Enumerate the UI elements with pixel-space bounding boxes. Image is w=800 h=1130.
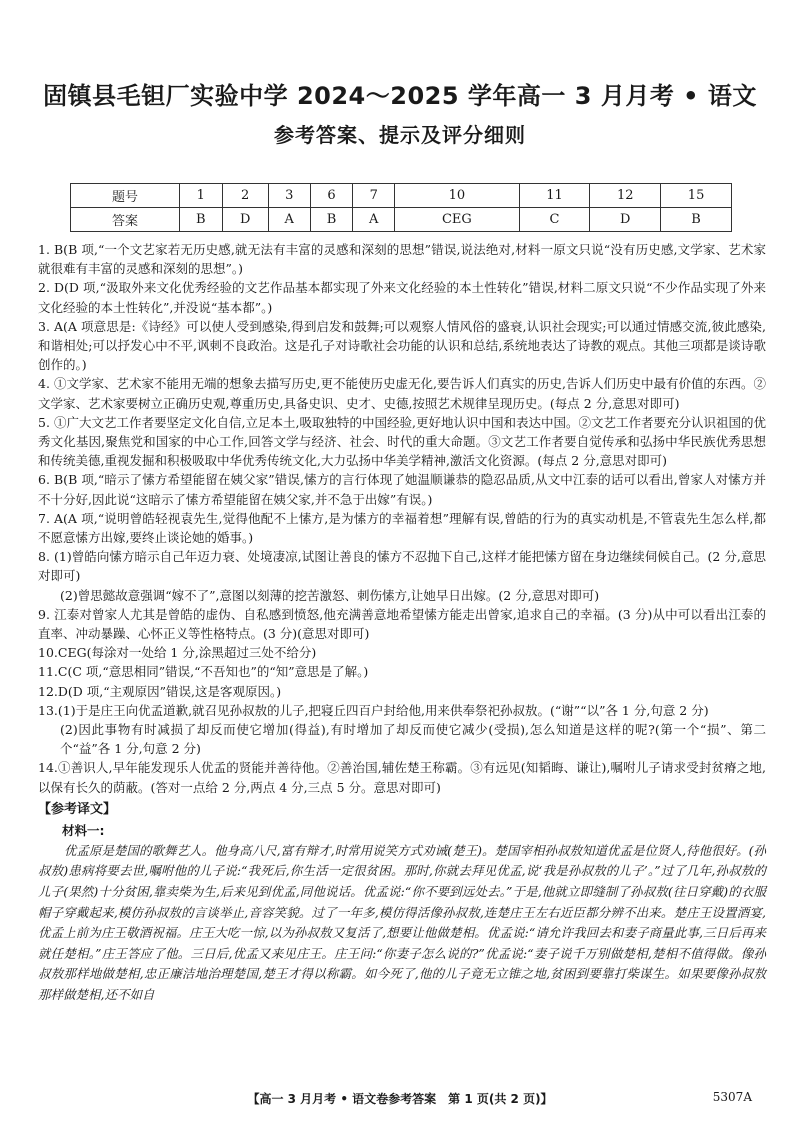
item-number: 6. [38,472,50,488]
item-text: (2)因此事物有时减损了却反而使它增加(得益),有时增加了却反而使它减少(受损),怎么知道是这样的呢?(第一个“损”、第二个“益”各 1 分,句意 2 分) [60,722,766,757]
item-text: (1)于是庄王向优孟道歉,就召见孙叔敖的儿子,把寝丘四百户封给他,用来供奉祭祀孙叔敖。(“谢”“以”各 1 分,句意 2 分) [57,702,709,718]
explanation-item [38,662,766,681]
question-row [71,184,732,208]
answer-cell: A [353,208,395,232]
item-number: 5. [38,414,50,430]
item-number: 14. [38,760,58,776]
explanation-item [38,547,766,585]
item-text: ①广大文艺工作者要坚定文化自信,立足本土,吸取独特的中国经验,更好地认识中国和表达中国。②文艺工作者要充分认识祖国的优秀文化基因,聚焦党和国家的中心工作,回答文学与经济、社会、时代的重大命题。③文艺工作者要自觉传承和弘扬中华民族优秀思想和传统美德,重视发掘和积极吸取中华优秀传统文化,大力弘扬中华美学精神,激活文化资源。(每点 2 分,意思对即可) [38,414,766,469]
answer-table [70,183,732,232]
item-text: CEG(每涂对一处给 1 分,涂黑超过三处不给分) [57,645,317,661]
question-number: 12 [590,184,661,208]
explanation-item [38,470,766,508]
explanation-item [38,643,766,662]
item-number: 2. [38,280,50,296]
item-text: B(B 项,“暗示了愫方希望能留在姨父家”错误,愫方的言行体现了她温顺谦恭的隐忍品质,从文中江泰的话可以看出,曾家人对愫方并不十分好,因此说“这暗示了愫方希望能留在姨父家,并不急于出嫁”有误。) [38,472,766,507]
answer-row [71,208,732,232]
answer-cell: B [310,208,353,232]
explanation-item [38,240,766,278]
answer-cell: B [661,208,732,232]
page-subtitle: 参考答案、提示及评分细则 [274,123,526,147]
explanation-item [38,374,766,412]
answer-explanations [38,240,766,1006]
explanation-item [38,682,766,701]
explanation-item [38,509,766,547]
question-number: 11 [519,184,590,208]
item-number: 13. [38,702,58,718]
item-text: (2)曾思懿故意强调“嫁不了”,意图以刻薄的挖苦激怒、刺伤愫方,让她早日出嫁。(2 分,意思对即可) [60,587,600,603]
item-number: 7. [38,510,50,526]
item-number: 10. [38,645,58,661]
explanation-item [38,758,766,796]
reference-translation: 优孟原是楚国的歌舞艺人。他身高八尺,富有辩才,时常用说笑方式劝诫(楚王)。楚国宰相孙叔敖知道优孟是位贤人,待他很好。(孙叔敖)患病将要去世,嘱咐他的儿子说:“我死后,你生活一定很贫困。那时,你就去拜见优孟,说‘我是孙叔敖的儿子’。”过了几年,孙叔敖的儿子(果然)十分贫困,靠卖柴为生,后来见到优孟,同他说话。优孟说:“你不要到远处去。”于是,他就立即缝制了孙叔敖(往日穿戴)的衣服帽子穿戴起来,模仿孙叔敖的言谈举止,音容笑貌。过了一年多,模仿得活像孙叔敖,连楚庄王左右近臣都分辨不出来。楚庄王设置酒宴,优孟上前为庄王敬酒祝福。庄王大吃一惊,以为孙叔敖又复活了,想要让他做楚相。优孟说:“请允许我回去和妻子商量此事,三日后再来就任楚相。”庄王答应了他。三日后,优孟又来见庄王。庄王问:“你妻子怎么说的?”优孟说:“妻子说千万别做楚相,楚相不值得做。像孙叔敖那样地做楚相,忠正廉洁地治理楚国,楚王才得以称霸。如今死了,他的儿子竟无立锥之地,贫困到要靠打柴谋生。如果要像孙叔敖那样做楚相,还不如自 [38,842,766,1003]
question-number: 3 [268,184,310,208]
item-text: B(B 项,“一个文艺家若无历史感,就无法有丰富的灵感和深刻的思想”错误,说法绝对,材料一原文只说“没有历史感,文学家、艺术家就很难有丰富的灵感和深刻的思想”。) [38,242,766,277]
question-number: 7 [353,184,395,208]
explanation-list [38,240,766,797]
explanation-item [38,720,766,758]
answer-cell: D [590,208,661,232]
answer-cell: C [519,208,590,232]
explanation-item [38,317,766,375]
explanation-item [38,278,766,316]
explanation-item [38,413,766,471]
explanation-item [38,605,766,643]
answer-cell: A [268,208,310,232]
answer-cell: B [180,208,223,232]
document-code: 5307A [712,1090,752,1104]
item-number: 1. [38,242,50,257]
explanation-item [38,586,766,605]
item-text: A(A 项意思是:《诗经》可以使人受到感染,得到启发和鼓舞;可以观察人情风俗的盛衰,认识社会现实;可以通过情感交流,彼此感染,和谐相处;可以抒发心中不平,讽刺不良政治。这是孔子对诗歌社会功能的认识和总结,系统地表达了诗教的观点。其他三项都是谈诗歌创作的。) [38,318,766,373]
page-title: 固镇县毛钽厂实验中学 2024～2025 学年高一 3 月月考 • 语文 [43,82,757,110]
item-number: 4. [38,376,50,392]
question-number: 1 [180,184,223,208]
question-number: 15 [661,184,732,208]
item-text: ①善识人,早年能发现乐人优孟的贤能并善待他。②善治国,辅佐楚王称霸。③有远见(知韬晦、谦让),嘱咐儿子请求受封贫瘠之地,以保有长久的荫蔽。(答对一点给 2 分,两点 4 分,三点 5 分。意思对即可) [38,760,766,795]
question-number: 10 [395,184,519,208]
material-title: 材料一: [62,822,105,838]
question-number: 2 [222,184,268,208]
explanation-item [38,701,766,720]
answer-cell: CEG [395,208,519,232]
item-number: 8. [38,549,50,565]
answer-row-label: 答案 [71,208,180,232]
answer-cell: D [222,208,268,232]
item-text: D(D 项,“汲取外来文化优秀经验的文艺作品基本都实现了外来文化经验的本土性转化”错误,材料二原文只说“不少作品实现了外来文化经验的本土性转化”,并没说“基本都”。) [38,280,766,315]
reference-section-title: 【参考译文】 [38,801,117,817]
item-text: C(C 项,“意思相同”错误,“不吾知也”的“知”意思是了解。) [57,664,369,680]
item-number: 12. [38,683,58,699]
question-number: 6 [310,184,353,208]
question-row-label: 题号 [71,184,180,208]
item-text: 江泰对曾家人尤其是曾皓的虚伪、自私感到愤怒,他充满善意地希望愫方能走出曾家,追求自己的幸福。(3 分)从中可以看出江泰的直率、冲动暴躁、心怀正义等性格特点。(3 分)(意思对即可) [38,606,766,642]
item-text: D(D 项,“主观原因”错误,这是客观原因。) [57,683,282,699]
item-number: 9. [38,606,50,622]
item-number: 11. [38,664,58,680]
item-text: A(A 项,“说明曾皓轻视袁先生,觉得他配不上愫方,是为愫方的幸福着想”理解有误,曾皓的行为的真实动机是,不管袁先生怎么样,都不愿意愫方出嫁,要终止谈论她的婚事。) [38,510,766,546]
item-text: (1)曾皓向愫方暗示自己年迈力衰、处境凄凉,试图让善良的愫方不忍抛下自己,这样才能把愫方留在身边继续伺候自己。(2 分,意思对即可) [38,549,766,584]
item-number: 3. [38,318,50,334]
item-text: ①文学家、艺术家不能用无端的想象去描写历史,更不能使历史虚无化,要告诉人们真实的历史,告诉人们历史中最有价值的东西。②文学家、艺术家要树立正确历史观,尊重历史,具备史识、史才、史德,按照艺术规律呈现历史。(每点 2 分,意思对即可) [38,376,766,411]
page-footer: 【高一 3 月月考 • 语文卷参考答案 第 1 页(共 2 页)】 [247,1092,553,1106]
